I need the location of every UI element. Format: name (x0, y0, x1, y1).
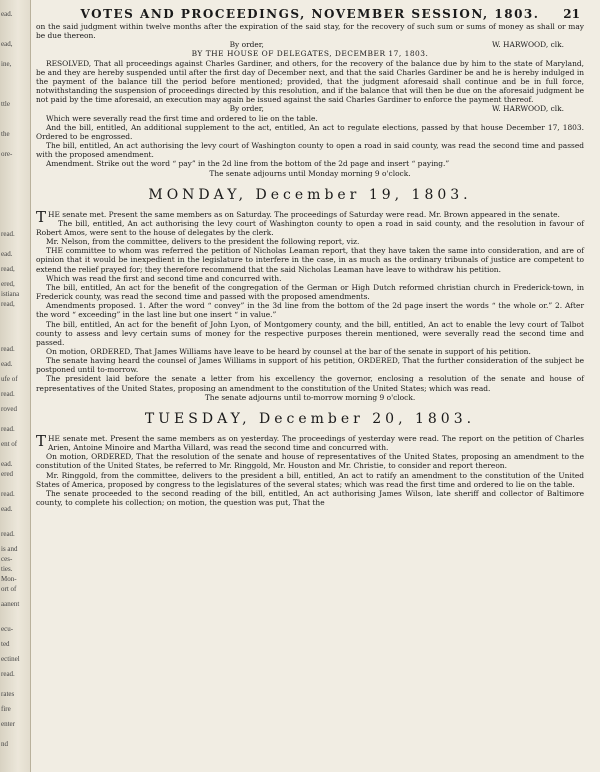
gutter-fragment: ead. (1, 360, 13, 368)
gutter-fragment: is and (1, 545, 18, 553)
gutter-fragment: ead, (1, 40, 13, 48)
gutter-fragment: nd (1, 740, 8, 748)
paragraph: The senate having heard the counsel of James Williams in support of his petition, ORDERED, That the further consideration of the subject be postponed until to-morrow. (36, 356, 584, 375)
gutter-fragment: read. (1, 530, 15, 538)
paragraph: THE senate met. Present the same members as on yesterday. The proceedings of yesterday were read. The report on the petition of Charles Arien, Antoine Minoire and Martha Villard, was read the second time and concurred with. (36, 431, 584, 453)
gutter-fragment: read. (1, 345, 15, 353)
page-number: 21 (563, 7, 580, 21)
gutter-fragment: read. (1, 490, 15, 498)
paragraph: The senate proceeded to the second reading of the bill, entitled, An act authorising James Wilson, late sheriff and collector of Baltimore county, to complete his collection; on motion, the question was put, That the (36, 488, 584, 508)
gutter-fragment: read. (1, 425, 15, 433)
gutter-fragment: read. (1, 230, 15, 238)
by-order-label: By order, (229, 40, 264, 50)
monday-proceedings (36, 207, 584, 393)
clerk-name: W. HARWOOD, clk. (491, 104, 564, 114)
gutter-fragment: read, (1, 265, 15, 273)
paragraph: The bill, entitled, An act for the benefit of the congregation of the German or High Dutch reformed christian church in Frederick-town, in Frederick county, was read the second time and passed with the proposed amendments. (36, 282, 584, 302)
adjournment-line: The senate adjourns until Monday morning 9 o'clock. (209, 168, 411, 178)
gutter-fragment: rates (1, 690, 15, 698)
gutter-fragment: ties. (1, 565, 13, 573)
gutter-fragment: ead. (1, 460, 13, 468)
resolution-paragraph: RESOLVED, That all proceedings against Charles Gardiner, and others, for the recovery of the balance due by him to the state of Maryland, be and they are hereby suspended until after the first day of December next, and that the said Charles Gardiner be and he is hereby indulged in the payment of the balance till the period before mentioned; provided, that the judgment aforesaid shall continue and be in full force, notwithstanding the suspension of proceedings directed by this resolution, and if the balance that will then be due on the aforesaid judgment be not paid by the time aforesaid, an execution may again be issued against the said Charles Gardiner to enforce the payment thereof. (36, 58, 584, 105)
signature-line (36, 40, 584, 49)
gutter-fragment: ectinel (1, 655, 20, 663)
paragraph: On motion, ORDERED, That James Williams have leave to be heard by counsel at the bar of the senate in support of his petition. (46, 347, 531, 356)
gutter-fragment: ttle (1, 100, 10, 108)
paragraph: Which was read the first and second time and concurred with. (46, 273, 282, 283)
gutter-fragment: the (1, 130, 10, 138)
clerk-name: W. HARWOOD, clk. (491, 40, 564, 50)
gutter-fragment: read. (1, 390, 15, 398)
gutter-fragment: enter (1, 720, 15, 728)
day-heading-tuesday: TUESDAY, December 20, 1803. (144, 410, 476, 427)
gutter-fragment: Mon- (1, 575, 17, 583)
paragraph: on the said judgment within twelve months after the expiration of the said stay, for the recovery of such sum or sums of money as shall or may be due thereon. (36, 22, 584, 41)
gutter-fragment: ead. (1, 505, 13, 513)
gutter-fragment: ead. (1, 250, 13, 258)
gutter-fragment: roved (1, 405, 17, 413)
gutter-fragment: ort of (1, 585, 17, 593)
gutter-fragment: ufe of (1, 375, 18, 383)
gutter-fragment: fire (1, 705, 11, 713)
paragraph: The bill, entitled, An act for the benefit of John Lyon, of Montgomery county, and the bill, entitled, An act to enable the levy court of Talbot county to assess and levy certain sums of money for the respective purposes therein mentioned, were severally read the second time and passed. (36, 319, 584, 347)
paragraph: Which were severally read the first time and ordered to lie on the table. (46, 113, 318, 123)
running-title: VOTES AND PROCEEDINGS, NOVEMBER SESSION, 1803. (80, 7, 540, 21)
gutter-fragment: ered (1, 470, 14, 478)
paragraph: The bill, entitled, An act authorising the levy court of Washington county to open a road in said county, and the resolution in favour of Robert Amos, were sent to the house of delegates by the clerk. (36, 218, 584, 237)
gutter-fragment: ent of (1, 440, 18, 448)
paragraph: THE committee to whom was referred the petition of Nicholas Leaman report, that they have taken the same into consideration, and are of opinion that it would be inexpedient in the legislature to interfere in the case, in as much as the ordinary tribunals of justice are competent to extend the relief prayed for; they therefore recommend that the said Nicholas Leaman have leave to withdraw his petition. (36, 246, 584, 274)
paragraph: THE senate met. Present the same members as on Saturday. The proceedings of Saturday were read. Mr. Brown appeared in the senate. (36, 207, 560, 226)
paragraph: Amendments proposed. 1. After the word “ convey” in the 3d line from the bottom of the 2d page insert the words “ the whole or.” 2. After the word “ exceeding” in the last line but one insert “ in value.” (36, 301, 584, 320)
page-header (36, 6, 584, 22)
gutter-fragment: ces- (1, 555, 13, 563)
tuesday-proceedings (36, 431, 584, 508)
by-order-label: By order, (229, 104, 264, 114)
signature-line (36, 104, 584, 113)
gutter-fragment: ine, (1, 60, 12, 68)
adjournment-line: The senate adjourns until to-morrow morning 9 o'clock. (204, 392, 416, 402)
paragraph: On motion, ORDERED, That the resolution of the senate and house of representatives of the United States, proposing an amendment to the constitution of the United States, be referred to Mr. Ringgold, Mr. Houston and Mr. Christie, to consider and report thereon. (36, 452, 584, 471)
house-heading: BY THE HOUSE OF DELEGATES, DECEMBER 17, 1803. (191, 49, 429, 59)
paragraph: Mr. Nelson, from the committee, delivers to the president the following report, viz. (46, 237, 360, 247)
gutter-fragment: aanent (1, 600, 20, 608)
gutter-fragment: ted (1, 640, 10, 648)
paragraph: Mr. Ringgold, from the committee, delivers to the president a bill, entitled, An act to ratify an amendment to the constitution of the United States of America, proposed by congress to the legislatures of the several states; which was read the first time and ordered to lie on the table. (36, 470, 584, 489)
gutter-fragment: read, (1, 300, 15, 308)
gutter-fragment: ered, (1, 280, 15, 288)
binding-gutter (0, 0, 31, 772)
paragraph: The bill, entitled, An act authorising the levy court of Washington county to open a road in said county, was read the second time and passed with the proposed amendment. (36, 141, 584, 160)
gutter-fragment: ead. (1, 10, 13, 18)
day-heading-monday: MONDAY, December 19, 1803. (148, 186, 472, 203)
paragraph: Amendment. Strike out the word “ pay” in the 2d line from the bottom of the 2d page and insert “ paying.” (46, 159, 450, 169)
paragraph: And the bill, entitled, An additional supplement to the act, entitled, An act to regulate elections, passed by that house December 17, 1803. Ordered to be engrossed. (36, 122, 584, 141)
gutter-fragment: istiana (1, 290, 20, 298)
gutter-fragment: ecu- (1, 625, 14, 633)
document-page (36, 6, 584, 766)
paragraph: The president laid before the senate a letter from his excellency the governor, enclosing a resolution of the senate and house of representatives of the United States, proposing an amendment to the constitution of the United States; which was read. (36, 374, 584, 393)
gutter-fragment: read. (1, 670, 15, 678)
gutter-fragment: ore- (1, 150, 13, 158)
